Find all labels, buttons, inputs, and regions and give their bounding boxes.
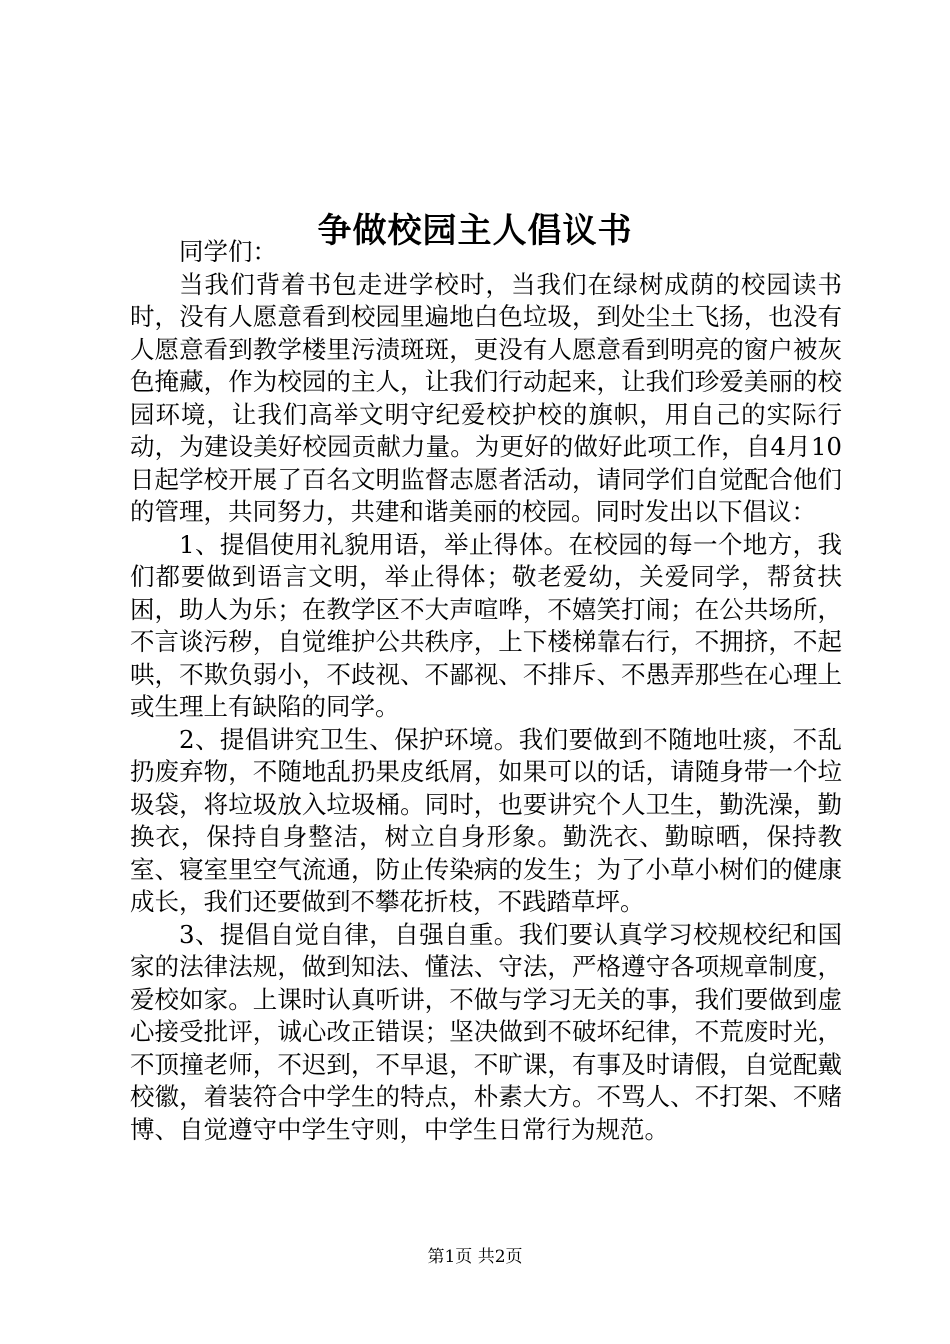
paragraph-proposal-2: 2、提倡讲究卫生、保护环境。我们要做到不随地吐痰，不乱扔废弃物，不随地乱扔果皮纸屑，如果可以的话，请随身带一个垃圾袋，将垃圾放入垃圾桶。同时，也要讲究个人卫生，勤洗澡，勤换衣，保持自身整洁，树立自身形象。勤洗衣、勤晾晒，保持教室、寝室里空气流通，防止传染病的发生；为了小草小树们的健康成长，我们还要做到不攀花折枝，不践踏草坪。 [130,724,842,916]
page-number-footer: 第1页 共2页 [427,1247,523,1267]
document-title: 争做校园主人倡议书 [317,210,633,251]
salutation: 同学们： [179,237,277,266]
document-body [130,236,842,1146]
paragraph-proposal-3: 3、提倡自觉自律，自强自重。我们要认真学习校规校纪和国家的法律法规，做到知法、懂法、守法，严格遵守各项规章制度，爱校如家。上课时认真听讲，不做与学习无关的事，我们要做到虚心接受批评，诚心改正错误；坚决做到不破坏纪律，不荒废时光，不顶撞老师，不迟到，不早退，不旷课，有事及时请假，自觉配戴校徽，着装符合中学生的特点，朴素大方。不骂人、不打架、不赌博、自觉遵守中学生守则，中学生日常行为规范。 [130,919,842,1144]
paragraph-intro: 当我们背着书包走进学校时，当我们在绿树成荫的校园读书时，没有人愿意看到校园里遍地白色垃圾，到处尘土飞扬，也没有人愿意看到教学楼里污渍斑斑，更没有人愿意看到明亮的窗户被灰色掩藏，作为校园的主人，让我们行动起来，让我们珍爱美丽的校园环境，让我们高举文明守纪爱校护校的旗帜，用自己的实际行动，为建设美好校园贡献力量。为更好的做好此项工作，自4月10日起学校开展了百名文明监督志愿者活动，请同学们自觉配合他们的管理，共同努力，共建和谐美丽的校园。同时发出以下倡议： [130,269,842,526]
paragraph-proposal-1: 1、提倡使用礼貌用语，举止得体。在校园的每一个地方，我们都要做到语言文明，举止得体；敬老爱幼，关爱同学，帮贫扶困，助人为乐；在教学区不大声喧哗，不嬉笑打闹；在公共场所，不言谈污秽，自觉维护公共秩序，上下楼梯靠右行，不拥挤，不起哄，不欺负弱小，不歧视、不鄙视、不排斥、不愚弄那些在心理上或生理上有缺陷的同学。 [130,529,842,721]
